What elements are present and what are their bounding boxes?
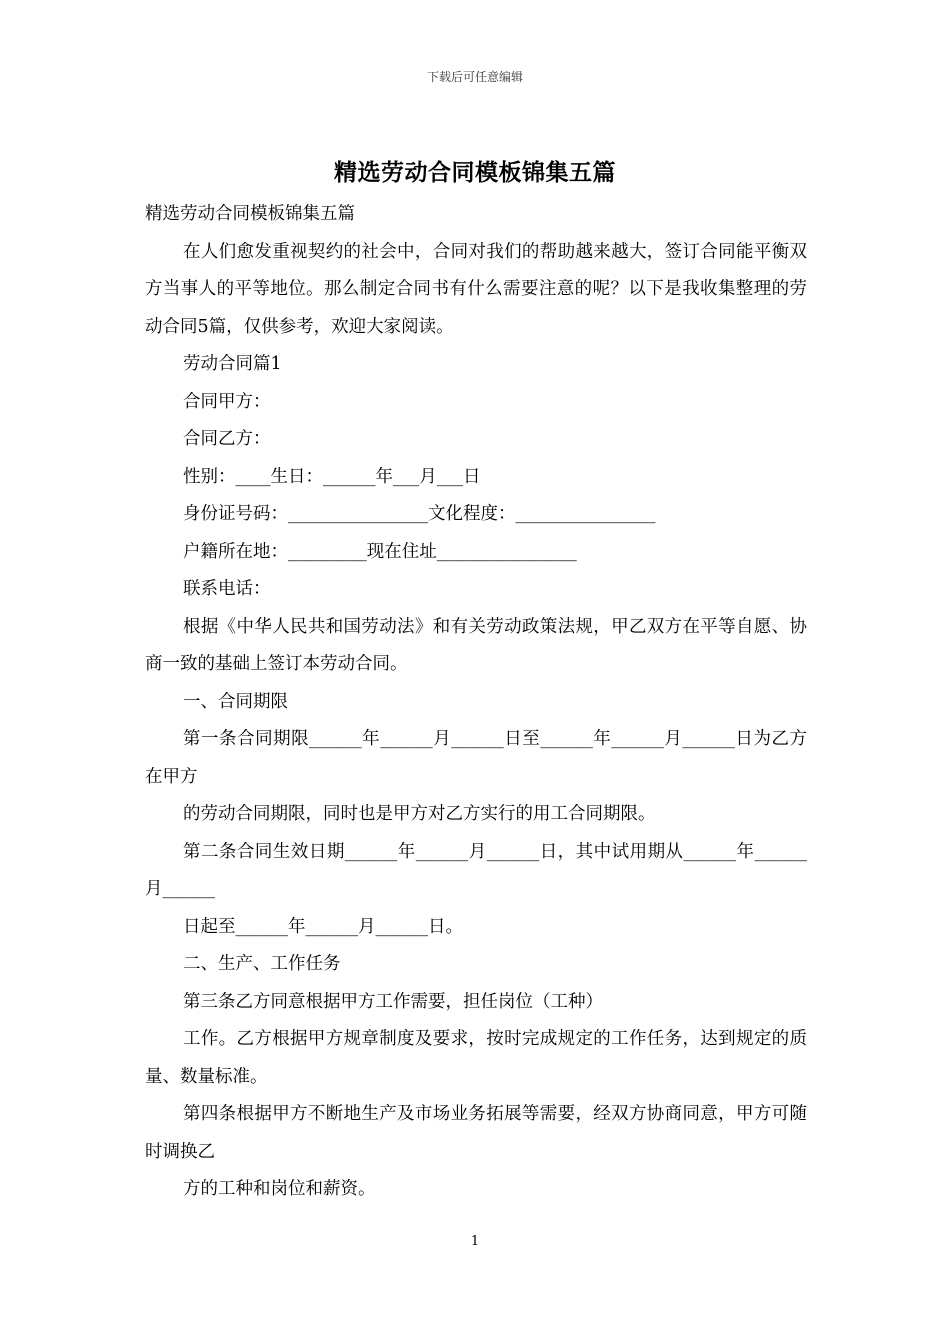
body-paragraph: 性别：____生日：______年___月___日 <box>183 466 481 487</box>
body-paragraph: 一、合同期限 <box>183 691 288 712</box>
body-paragraph: 合同乙方： <box>183 429 271 449</box>
body-paragraph: 劳动合同篇1 <box>183 354 282 374</box>
body-paragraph: 合同甲方： <box>183 391 271 412</box>
page-number: 1 <box>470 1234 480 1249</box>
body-paragraph: 二、生产、工作任务 <box>183 954 341 974</box>
body-paragraph: 第二条合同生效日期______年______月______日，其中试用期从______年______月______ <box>145 841 807 899</box>
body-paragraph: 第三条乙方同意根据甲方工作需要，担任岗位（工种） <box>183 991 603 1012</box>
body-paragraph: 方的工种和岗位和薪资。 <box>183 1179 376 1199</box>
body-paragraph: 户籍所在地：_________现在住址________________ <box>183 541 577 562</box>
body-paragraph: 在人们愈发重视契约的社会中，合同对我们的帮助越来越大，签订合同能平衡双方当事人的平等地位。那么制定合同书有什么需要注意的呢？以下是我收集整理的劳动合同5篇，仅供参考，欢迎大家阅读。 <box>145 241 807 337</box>
body-paragraph: 日起至______年______月______日。 <box>183 916 463 937</box>
page-header-note: 下载后可任意编辑 <box>426 70 523 84</box>
body-paragraph: 根据《中华人民共和国劳动法》和有关劳动政策法规，甲乙双方在平等自愿、协商一致的基础上签订本劳动合同。 <box>145 616 807 674</box>
document-body <box>145 196 807 1209</box>
body-paragraph: 的劳动合同期限，同时也是甲方对乙方实行的用工合同期限。 <box>183 804 656 824</box>
body-paragraph: 第四条根据甲方不断地生产及市场业务拓展等需要，经双方协商同意，甲方可随时调换乙 <box>145 1104 807 1162</box>
body-paragraph: 第一条合同期限______年______月______日至______年______月______日为乙方在甲方 <box>145 729 807 787</box>
body-paragraph: 工作。乙方根据甲方规章制度及要求，按时完成规定的工作任务，达到规定的质量、数量标准。 <box>145 1029 807 1087</box>
body-paragraph: 精选劳动合同模板锦集五篇 <box>145 204 355 224</box>
body-paragraph: 身份证号码：________________文化程度：________________ <box>183 504 656 524</box>
body-paragraph: 联系电话： <box>183 579 271 599</box>
document-title: 精选劳动合同模板锦集五篇 <box>334 159 616 186</box>
